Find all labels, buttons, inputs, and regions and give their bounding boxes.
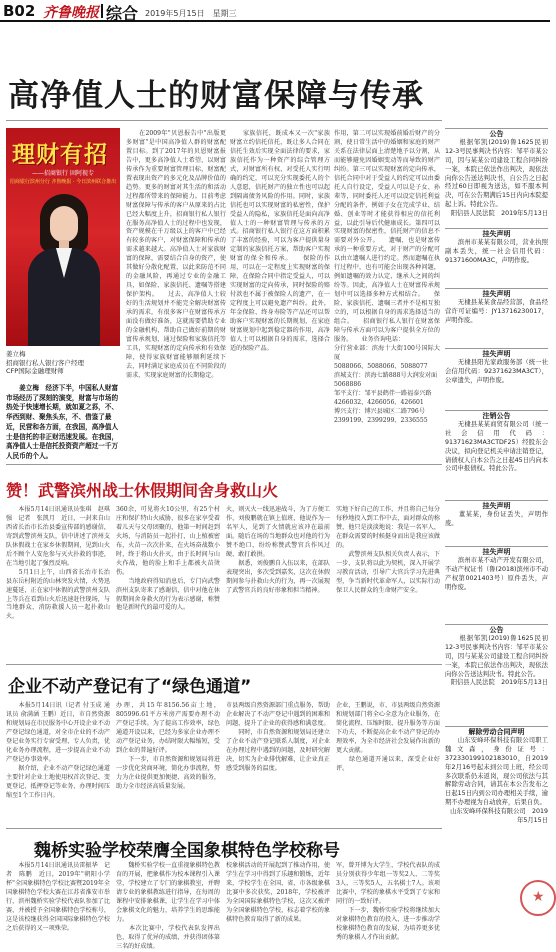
story4-column-4: 军，曾开博为大学生，学校代表队的成员分别获得少年组一等奖2人、二等奖3人、三等奖5人，五名棋士7人。该项比赛中，学校的象棋水平受到了专家和同行的一致好评。 下一步，魏桥实验学校将继续加大对象棋特色教育的投入，进一步推动学校象棋特色教育的发展，为培养更多优秀的象棋人才作出贡献。 [336, 862, 440, 941]
notice-body: 滨州市某不动产开发有限公司，不动产权证书（鲁(2018)滨州市不动产权第0021403号）原件丢失，声明作废。 [445, 556, 548, 591]
story4-rule [6, 828, 442, 829]
notice-body: 根据邹凯(2019)鲁1625民初12-3号民事判决书内容：邹平市某公司，因与某某公司建设工程合同纠纷一案，本院已依法作出判决，现依法向你公告送达判决书。特此公告。 [445, 634, 548, 678]
author-photo [28, 192, 100, 346]
story3-column-3: 市县两级自然资源部门重点服务，帮助企业解决了不动产登记中遇到的困难和问题，提升了企业的获得感和满意度。 同时，市自然资源和规划局还建立了企业不动产登记联系人制度，对企业在办理过程中遇到的问题，及时研究解决，切实为企业排忧解难，让企业真正感受到服务的温度。 [226, 702, 330, 772]
notice-title: 解除劳动合同声明 [445, 726, 548, 737]
masthead-divider [101, 4, 103, 18]
lead-column-2: 家族信托，既成本又一次"家族财富立约信托信托，既让多人合同在信托生效后实现全面法律的要求，家族信托作为一种资产的综合管理方式，对财富所有权、对受托人实行明确的约定，可以充分实现委托人的个人意愿，信托财产的独立性也可以起到隔离债务风险的作用。同时，家族信托也可以实现财富的私密性，保护受益人的隐私，家族信托是面向高净值人士的一种财富管理与传承的方式。招商银行私人银行在这方面积累了丰富的经验，可以为客户提供量身定制的家族信托方案，帮助客户实现财富的保全和传承。 保险的作用，可以在一定程度上实现财富的保障，在保险合同中指定受益人，可以实现财富的定向传承，同时保险的赔付款也不属于被保险人的遗产，在一定程度上可以避免遗产纠纷。此外，年金保险、终身寿险等产品还可以帮助客户实现财富的长期规划，在家庭财富规划中起到稳定器的作用，高净值人士可以根据自身的需求，选择合适的保险产品。 [230, 130, 330, 352]
notice-item [445, 288, 548, 342]
notice-title: 挂失声明 [445, 288, 548, 299]
story3-column-2: 办理，共15年8156.56亩土地，805996.61平方米房产需要办理不动产登记手续。为了提高工作效率，绿色通道开设以来，已经为多家企业办理不动产登记业务，办结时限大幅缩短，受到企业的普遍好评。 下一步，市自然资源和规划局将进一步优化营商环境，简化办事流程，努力为企业提供更加便捷、高效的服务，助力全市经济高质量发展。 [116, 702, 220, 790]
story3-rule [6, 664, 442, 665]
story4-column-2: 魏桥实验学校一直重视象棋特色教育的开展，把象棋作为校本课程引入课堂，学校建立了专门的象棋教室，并聘请专业的象棋教练进行指导，在每周的课程中安排象棋课，让学生在学习中体会象棋文化的魅力，培养学生的思维能力。 本次比赛中，学校代表队发挥出色，取得了优异的成绩，并获得团体第三名的好成绩。 [116, 862, 220, 950]
notice-item [445, 128, 548, 222]
story2-column-4: 实地下好自己的工作，并且将自己每分每秒地投入到工作中去，面对群众的称赞，他只是淡淡地说：我是一名军人，在群众需要的时候挺身而出是我应该做的。 武警滨州支队相关负责人表示，下一步，支队将以此为契机，深入开展学习教育活动，引导广大官兵学习先进典型，争当新时代革命军人，以实际行动保卫人民群众的生命财产安全。 [336, 506, 440, 594]
story4-column-1: 本报5月14日讯通讯员雷振华 记者 陈鹏 近日，2019年"朝阳小学杯"全国象棋特色学校比赛暨2019年全国象棋特色学校大赛在江苏省淮安市举行，滨州魏桥实验学校代表队参加了比赛，并被授予全国象棋特色学校称号，这是该校继获得全国国际象棋特色学校之后获得的又一项殊荣。 [6, 862, 110, 932]
lead-column-1: 在2009年"贝恩报告中"出版更多财富"是中国高净值人群的财富配置目标。到了2017年的贝恩财富报告中，更多高净值人士希望，以财富传承作为重要财富管理目标，财富配置表现出资产的多元化及品牌价值的趋势。更多的财富对其生活的和活动过程都所带来的保障能力。目前考虑财富保障与传承的客户从原来的占比已经大幅度上升，招商银行私人银行在服务高净值人士的过程中也发现，资产规模在千万级以上的客户中已经有较多的客户，对财富保障和传承的需求越来越大。高净值人士对家族财富的保障，需要结合自身的资产，使其做好分散化配置，以此来防范不同的金融风险，再通过专业的金融工具，如保险、家族信托、遗嘱等搭建保护架构。 过去，高净值人士较好的生活规划并不能完全解决财富传承的需求，有很多客户在财富传承方面没有做好准备，这就需要借助专业的金融机构，帮助自己做好前期的财富传承规划，通过保险和家族信托等工具，实现财富的定向传承和有效保障，使得家族财富能够顺利延续下去，同时满足家庭成员在不同阶段的需求，实现家庭财富的长期稳定。 [126, 130, 226, 379]
notice-title: 挂失声明 [445, 228, 548, 239]
story2-column-3: 火，则灭火一线迅速战斗，为了方便工作，刘俊鹏就在镇上值班，他说作为一名军人，见到了火情就应该冲在最前面。随后在场的当地群众也对他的行为赞不绝口，纷纷称赞武警官兵作风过硬、敢打敢拼。 据悉，刘俊鹏自入伍以来，在部队表现突出，多次受到嘉奖，这次在休假期间参与扑救山火的行为，再一次展现了武警官兵的良好形象和担当精神。 [226, 506, 330, 594]
notice-item [445, 500, 548, 540]
lead-rule [6, 120, 442, 121]
story3-headline: 企业不动产登记有了“绿色通道” [8, 677, 252, 697]
lead-headline: 高净值人士的财富保障与传承 [8, 78, 424, 114]
notice-title: 挂失声明 [445, 348, 548, 359]
lead-column-3: 作用，第二可以实现婚前婚后财产的分割，使日常生活中的婚姻和家庭的财产关系在法律层面上清楚地予以分割，从而能够避免因婚姻变动等而导致的财产纠纷。第三可以实现财富的定向传承，信托合同中对于受益人的约定可以由委托人自行设定，受益人可以是子女、孙辈等，同时委托人还可以设定信托利益分配的条件，例如子女在完成学业、结婚、创业等时才能获得相应的信托利益，以此引导后代健康成长。第四可以实现财富的保密性，信托财产的信息不需要对外公开。 遗嘱，也是财富传承的一种重要方式，对于财产的分配可以由立遗嘱人进行约定。然而遗嘱在执行过程中，也有可能会出现各种问题，例如遗嘱的效力认定、继承人之间的纠纷等。因此，高净值人士在财富传承规划中可以选择多种方式相结合。 保险、家族信托、遗嘱三者并不是相互独立的，可以根据自身的需求选择适当的组合。 招商银行私人银行在财富保障与传承方面可以为客户提供全方位的服务。 业务咨询电话： 分行营业部：滨海十大街100号国际大厦 5088066、5088066、5088077 滨城支行：滨海七路888号大润发对面 5068886 邹平支行：邹平县鹤伴一路福泰兴路 4266032、4266056、426601 博兴支行：博兴县城区二路796号 2399199、2399299、2336555 [334, 130, 440, 424]
banner-subtitle: ——招商银行 固阿视专 [32, 170, 94, 177]
story3-column-1: 本报5月14日讯（记者 付玉成 通讯员 俞满涵 王鹏）近日，市自然资源和规划局在市民服务中心开设企业不动产登记绿色通道，对全市企业的不动产登记业务实行专窗受理、专人负责，优化业务办理流程，进一步提高企业不动产登记办事效率。 据介绍，企业不动产登记绿色通道主要针对企业土地使用权首次登记、变更登记、抵押登记等业务，办理时间压缩至1个工作日内。 [6, 702, 110, 799]
notice-date: 阳信县人民法院 2019年5月13日 [450, 679, 548, 687]
notice-sidebar [445, 128, 548, 936]
notice-body: 无棣县某某食品经营部，食品经营许可证编号：JY13716230017，声明作废。 [445, 298, 548, 324]
notice-body: 董某某，身份证丢失，声明作废。 [445, 510, 548, 527]
notice-date: 阳信县人民法院 2019年5月13日 [450, 210, 548, 218]
notice-date: 山东安峰环保科技有限公司 2019年5月15日 [450, 808, 548, 825]
story2-rule [6, 464, 442, 465]
banner-sponsor: 招商银行滨州分行 齐鲁晚报 · 今日滨州联合推出 [9, 179, 117, 185]
story3-column-4: 企业，王鹏说，市、市县两级自然资源和规划部门将全心全意为企业服务，在简化流程、压缩时限、提升服务等方面下功夫，不断提高企业不动产登记的办理效率，为全市经济社会发展作出新的更大贡献。 绿色通道开通以来，深受企业好评。 [336, 702, 440, 772]
story2-column-2: 360余，可见将火10公里，有25个村庄和保扩特山火威胁，很多在家享受着着儿天与父母团聚的，他第一时间赶到火场，与消防员一起扑打，山上植被密布，火苗一次次扑来，在火场奋战数小时，终于将山火扑灭，由于长时间与山火作战，他的脸上和手上都被火苗烫伤。 当地政府得知消息后，专门向武警滨州支队寄来了感谢信，信中对他在休假期间舍身救火的行为表示感谢，称赞他是新时代的最可爱的人。 [116, 506, 220, 612]
story2-column-1: 本报5月14日讯通讯员张琪 赵琪强 记者 张凯月 近日，一封来自山西省长治市长治县委宣传部的感谢信，寄到武警滨州支队，信中讲述了滨州支队休假战士在家乡休假期间，见到山火后不顾个人安危参与灭火扑救的事迹，在当地引起了强烈反响。 5月1日上午，山西省长治市长治县东岳村附近的山林突发火情，火势迅速蔓延，正在家中休假的武警滨州支队上等兵在看到山火后迅速赶往现场，与当地群众、消防救援人员一起扑救山火。 [6, 506, 110, 621]
notice-item [445, 624, 548, 720]
notice-title: 注销公告 [445, 410, 548, 421]
notice-body: 无棣县某某商贸有限公司（统一社会信用代码：91371623MA3CTDF25）经股东会决议，拟向登记机关申请注销登记，请债权人自本公告之日起45日内向本公司申报债权。特此公告。 [445, 420, 548, 473]
photo-caption: 姜立梅 招商银行私人银行客户经理 CFP国际金融理财师 [6, 350, 84, 376]
column-banner [6, 128, 120, 346]
notice-body: 根据邹凯(2019)鲁1625民初12-3号民事判决书内容：邹平市某公司，因与某某公司建设工程合同纠纷一案，本院已依法作出判决，现依法向你公告送达判决书，自公告之日起经过60日即视为送达，如不服本判决，可在公告期满后15日内向本院提起上诉。特此公告。 [445, 138, 548, 209]
notice-body: 滨州市某某有限公司，营业执照副本丢失，统一社会信用代码：91371600MA3C，声明作废。 [445, 238, 548, 264]
lead-summary: 姜立梅 经济下半，中国私人财富市场经历了深刻的演变，财富与市场的热处于快速增长期，就如夏之荪，不、华西到财、聚焦头东，不、借鉴了最近，民营和各方面，在我国，高净值人士是信托的非正财迅速发展。在我国，高净值人士是信托投资资产超过一千万人民币的个人。 [6, 384, 119, 460]
page-number: B02 [3, 2, 36, 20]
notice-body: 山东安峰环保科技有限公司职工魏文森，身份证号：372330199102183010，自2019年2月16号起未到公司上班，经公司多次联系仍未返岗，现公司依法与其解除劳动合同，请其在本公告发布之日起15日内到公司办理相关手续，逾期不办理视为自动放弃，后果自负。 [445, 736, 548, 807]
banner-title: 理财有招 [12, 142, 108, 168]
notice-body: 无棣县阳光家政服务部（统一社会信用代码：92371623MA3CT），公章遗失，声明作废。 [445, 358, 548, 384]
notice-title: 挂失声明 [445, 500, 548, 511]
story4-column-3: 校象棋活动的开展起到了推动作用，使学生在学习中得到了乐趣和锻炼，近年来，学校学生在全国、省、市各级象棋比赛中多次获奖，2018年，学校被评为全国国际象棋特色学校，这次又被评为全国象棋特色学校，标志着学校的象棋特色教育取得了新的成果。 [226, 862, 330, 923]
company-seal-icon [520, 880, 556, 916]
notice-item [445, 228, 548, 282]
story2-headline: 赞！武警滨州战士休假期间舍身救山火 [6, 481, 279, 500]
notice-title: 挂失声明 [445, 546, 548, 557]
notice-item [445, 546, 548, 618]
story4-headline: 魏桥实验学校荣膺全国象棋特色学校称号 [34, 841, 340, 861]
section-name: 综合 [106, 4, 139, 23]
paper-logo: 齐鲁晚报 [43, 5, 99, 21]
masthead [0, 0, 550, 22]
notice-item [445, 410, 548, 494]
issue-date: 2019年5月15日 星期三 [145, 9, 237, 18]
notice-item [445, 348, 548, 404]
notice-title: 公告 [445, 624, 548, 635]
notice-title: 公告 [445, 128, 548, 139]
